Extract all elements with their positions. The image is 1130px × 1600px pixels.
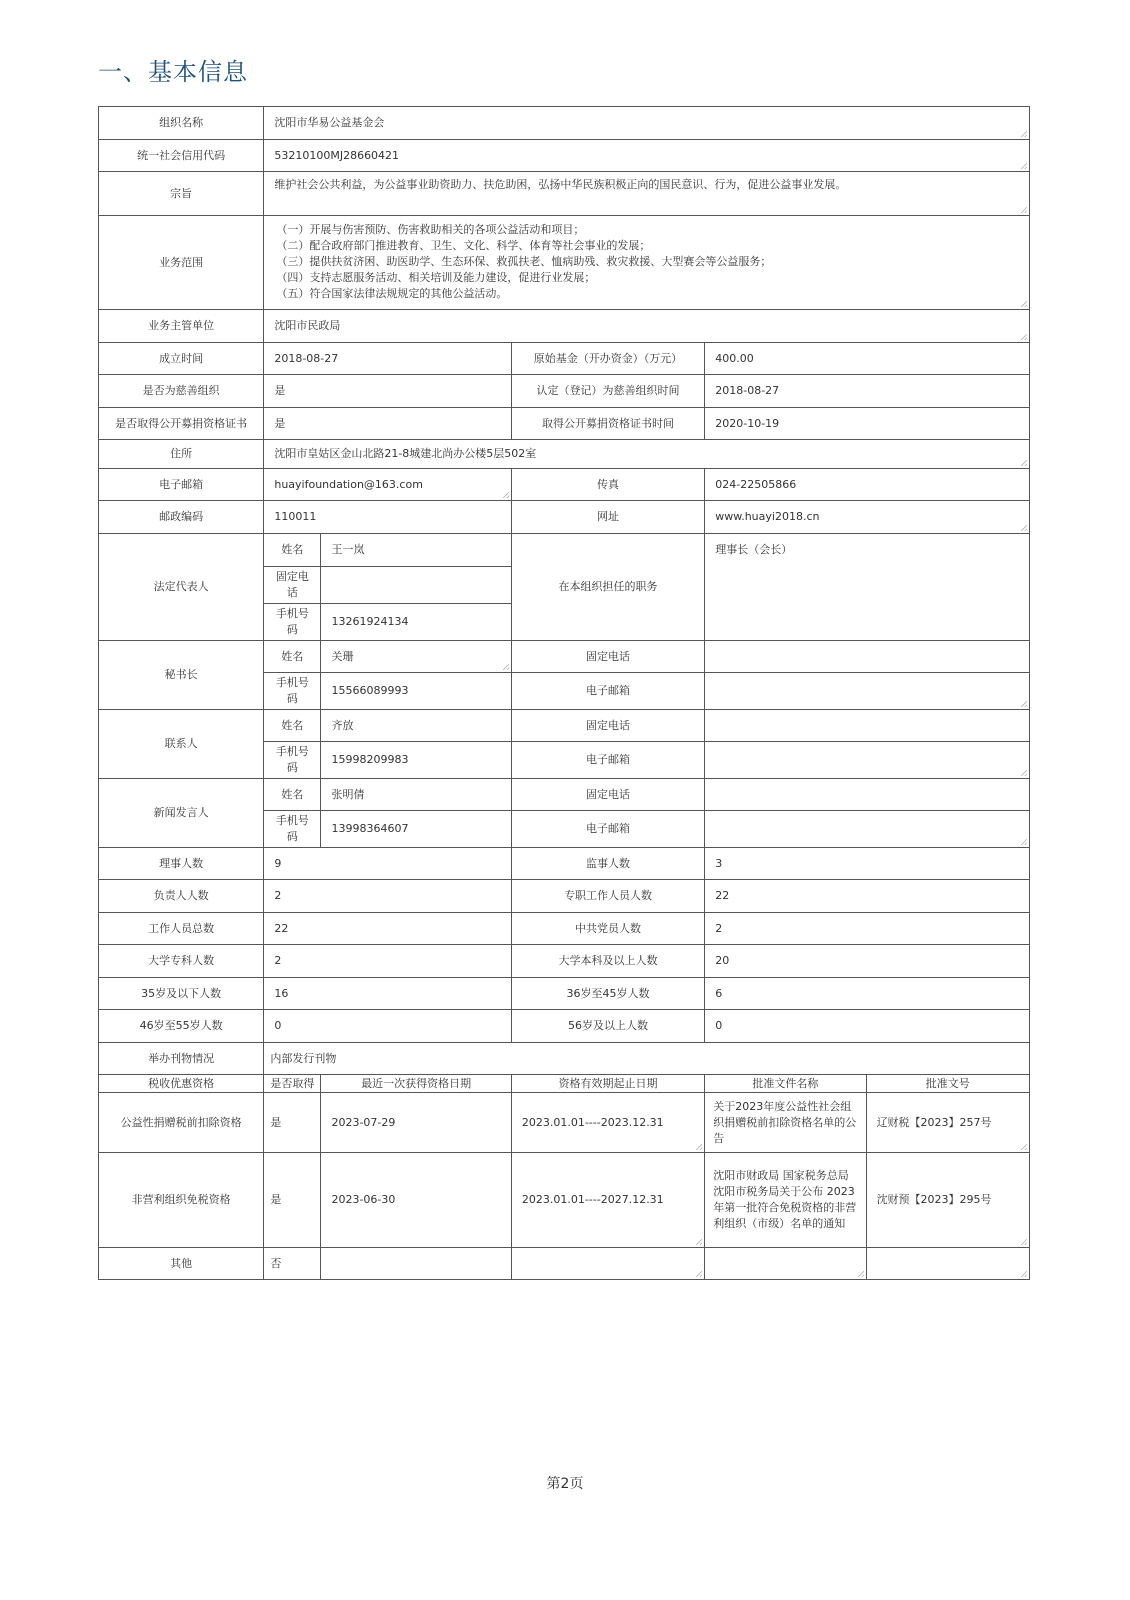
tax-header-cell: 最近一次获得资格日期: [321, 1075, 511, 1093]
stat-value[interactable]: 3: [705, 848, 1030, 880]
tax-header-cell: 是否取得: [264, 1075, 321, 1093]
contact-landline-value[interactable]: [705, 710, 1030, 742]
other-date[interactable]: [321, 1248, 511, 1280]
org-name-label: 组织名称: [99, 107, 264, 140]
email-value[interactable]: huayifoundation@163.com: [264, 469, 512, 501]
stat-label: 监事人数: [511, 848, 704, 880]
legal-rep-label: 法定代表人: [99, 534, 264, 641]
spokesperson-name-value[interactable]: 张明倩: [321, 779, 511, 811]
tax-obtained[interactable]: 是: [264, 1153, 321, 1248]
authority-label: 业务主管单位: [99, 310, 264, 343]
row-credit-code: [99, 140, 1030, 172]
tax-row: [99, 1093, 1030, 1153]
fax-value[interactable]: 024-22505866: [705, 469, 1030, 501]
row-address: [99, 440, 1030, 469]
stat-label: 理事人数: [99, 848, 264, 880]
row-purpose: [99, 172, 1030, 216]
row-secretary-name: [99, 641, 1030, 673]
publication-value[interactable]: 内部发行刊物: [264, 1043, 1030, 1075]
credit-code-value[interactable]: 53210100MJ28660421: [264, 140, 1030, 172]
founded-label: 成立时间: [99, 343, 264, 375]
row-other: [99, 1248, 1030, 1280]
spokesperson-label: 新闻发言人: [99, 779, 264, 848]
stat-value[interactable]: 0: [264, 1010, 512, 1043]
cert-label: 是否取得公开募捐资格证书: [99, 408, 264, 440]
other-doc[interactable]: [705, 1248, 866, 1280]
row-legal-rep-name: [99, 534, 1030, 567]
tax-row: [99, 1153, 1030, 1248]
stat-label: 56岁及以上人数: [511, 1010, 704, 1043]
stat-label: 35岁及以下人数: [99, 978, 264, 1010]
stat-label: 大学本科及以上人数: [511, 945, 704, 978]
spokesperson-mobile-label: 手机号码: [264, 811, 321, 848]
cert-value[interactable]: 是: [264, 408, 512, 440]
secretary-name-value[interactable]: 关珊: [321, 641, 511, 673]
purpose-label: 宗旨: [99, 172, 264, 216]
fax-label: 传真: [511, 469, 704, 501]
founded-value[interactable]: 2018-08-27: [264, 343, 512, 375]
secretary-email-label: 电子邮箱: [511, 673, 704, 710]
other-label: 其他: [99, 1248, 264, 1280]
legal-rep-name-label: 姓名: [264, 534, 321, 567]
website-label: 网址: [511, 501, 704, 534]
other-value[interactable]: 否: [264, 1248, 321, 1280]
tax-type: 非营利组织免税资格: [99, 1153, 264, 1248]
tax-doc[interactable]: 沈阳市财政局 国家税务总局沈阳市税务局关于公布 2023 年第一批符合免税资格的非营利组织（市级）名单的通知: [705, 1153, 866, 1248]
other-period[interactable]: [511, 1248, 704, 1280]
contact-email-value[interactable]: [705, 742, 1030, 779]
charity-value[interactable]: 是: [264, 375, 512, 408]
stat-value[interactable]: 20: [705, 945, 1030, 978]
row-authority: [99, 310, 1030, 343]
address-value[interactable]: 沈阳市皇姑区金山北路21-8城建北尚办公楼5层502室: [264, 440, 1030, 469]
secretary-landline-label: 固定电话: [511, 641, 704, 673]
legal-rep-mobile-label: 手机号码: [264, 604, 321, 641]
spokesperson-landline-label: 固定电话: [511, 779, 704, 811]
spokesperson-landline-value[interactable]: [705, 779, 1030, 811]
contact-label: 联系人: [99, 710, 264, 779]
contact-mobile-value[interactable]: 15998209983: [321, 742, 511, 779]
tax-type: 公益性捐赠税前扣除资格: [99, 1093, 264, 1153]
stats-row: [99, 880, 1030, 913]
cert-date-value[interactable]: 2020-10-19: [705, 408, 1030, 440]
stat-value[interactable]: 6: [705, 978, 1030, 1010]
website-value[interactable]: www.huayi2018.cn: [705, 501, 1030, 534]
row-postcode: [99, 501, 1030, 534]
stats-row: [99, 978, 1030, 1010]
stat-value[interactable]: 2: [264, 945, 512, 978]
spokesperson-mobile-value[interactable]: 13998364607: [321, 811, 511, 848]
legal-rep-position-value[interactable]: 理事长（会长）: [705, 534, 1030, 641]
tax-period[interactable]: 2023.01.01----2023.12.31: [511, 1093, 704, 1153]
row-charity: [99, 375, 1030, 408]
row-publication: [99, 1043, 1030, 1075]
stat-value[interactable]: 9: [264, 848, 512, 880]
stat-label: 专职工作人员人数: [511, 880, 704, 913]
row-spokesperson-name: [99, 779, 1030, 811]
basic-info-table: [98, 106, 1030, 1280]
charity-date-value[interactable]: 2018-08-27: [705, 375, 1030, 408]
postcode-value[interactable]: 110011: [264, 501, 512, 534]
section-title: 一、基本信息: [98, 58, 248, 86]
tax-header-cell: 批准文件名称: [705, 1075, 866, 1093]
page-number: 第2页: [546, 1476, 584, 1492]
contact-name-value[interactable]: 齐放: [321, 710, 511, 742]
row-email: [99, 469, 1030, 501]
contact-email-label: 电子邮箱: [511, 742, 704, 779]
charity-label: 是否为慈善组织: [99, 375, 264, 408]
stats-row: [99, 848, 1030, 880]
legal-rep-mobile-value[interactable]: 13261924134: [321, 604, 511, 641]
spokesperson-email-label: 电子邮箱: [511, 811, 704, 848]
contact-mobile-label: 手机号码: [264, 742, 321, 779]
fund-label: 原始基金（开办资金）（万元）: [511, 343, 704, 375]
tax-number[interactable]: 辽财税【2023】257号: [866, 1093, 1029, 1153]
charity-date-label: 认定（登记）为慈善组织时间: [511, 375, 704, 408]
row-contact-name: [99, 710, 1030, 742]
secretary-mobile-label: 手机号码: [264, 673, 321, 710]
scope-label: 业务范围: [99, 216, 264, 310]
tax-period[interactable]: 2023.01.01----2027.12.31: [511, 1153, 704, 1248]
row-scope: [99, 216, 1030, 310]
spokesperson-name-label: 姓名: [264, 779, 321, 811]
legal-rep-landline-value[interactable]: [321, 567, 511, 604]
publication-label: 举办刊物情况: [99, 1043, 264, 1075]
tax-header-cell: 资格有效期起止日期: [511, 1075, 704, 1093]
row-cert: [99, 408, 1030, 440]
stat-value[interactable]: 0: [705, 1010, 1030, 1043]
cert-date-label: 取得公开募捐资格证书时间: [511, 408, 704, 440]
secretary-name-label: 姓名: [264, 641, 321, 673]
stat-label: 中共党员人数: [511, 913, 704, 945]
stat-label: 46岁至55岁人数: [99, 1010, 264, 1043]
tax-date[interactable]: 2023-06-30: [321, 1153, 511, 1248]
tax-obtained[interactable]: 是: [264, 1093, 321, 1153]
row-org-name: [99, 107, 1030, 140]
secretary-label: 秘书长: [99, 641, 264, 710]
stat-label: 工作人员总数: [99, 913, 264, 945]
legal-rep-position-label: 在本组织担任的职务: [511, 534, 704, 641]
spokesperson-email-value[interactable]: [705, 811, 1030, 848]
contact-name-label: 姓名: [264, 710, 321, 742]
secretary-email-value[interactable]: [705, 673, 1030, 710]
org-name-value[interactable]: 沈阳市华易公益基金会: [264, 107, 1030, 140]
fund-value[interactable]: 400.00: [705, 343, 1030, 375]
purpose-value[interactable]: 维护社会公共利益，为公益事业助资助力、扶危助困，弘扬中华民族积极正向的国民意识、行为，促进公益事业发展。: [264, 172, 1030, 216]
contact-landline-label: 固定电话: [511, 710, 704, 742]
authority-value[interactable]: 沈阳市民政局: [264, 310, 1030, 343]
tax-header-row: [99, 1075, 1030, 1093]
legal-rep-landline-label: 固定电话: [264, 567, 321, 604]
stat-value[interactable]: 16: [264, 978, 512, 1010]
email-label: 电子邮箱: [99, 469, 264, 501]
stats-row: [99, 913, 1030, 945]
stats-row: [99, 1010, 1030, 1043]
credit-code-label: 统一社会信用代码: [99, 140, 264, 172]
secretary-mobile-value[interactable]: 15566089993: [321, 673, 511, 710]
tax-header-cell: 批准文号: [866, 1075, 1029, 1093]
other-number[interactable]: [866, 1248, 1029, 1280]
stat-label: 36岁至45岁人数: [511, 978, 704, 1010]
secretary-landline-value[interactable]: [705, 641, 1030, 673]
tax-date[interactable]: 2023-07-29: [321, 1093, 511, 1153]
stats-row: [99, 945, 1030, 978]
tax-header-cell: 税收优惠资格: [99, 1075, 264, 1093]
row-founded: [99, 343, 1030, 375]
legal-rep-name-value[interactable]: 王一岚: [321, 534, 511, 567]
stat-value[interactable]: 2: [705, 913, 1030, 945]
stat-label: 大学专科人数: [99, 945, 264, 978]
address-label: 住所: [99, 440, 264, 469]
stat-value[interactable]: 22: [705, 880, 1030, 913]
postcode-label: 邮政编码: [99, 501, 264, 534]
tax-number[interactable]: 沈财预【2023】295号: [866, 1153, 1029, 1248]
scope-value[interactable]: （一）开展与伤害预防、伤害救助相关的各项公益活动和项目； （二）配合政府部门推进教育、卫生、文化、科学、体育等社会事业的发展； （三）提供扶贫济困、助医助学、生态环保、救孤扶老、恤病助残、救灾救援、大型赛会等公益服务； （四）支持志愿服务活动、相关培训及能力建设，促进行业发展； （五）符合国家法律法规规定的其他公益活动。: [264, 216, 1030, 310]
tax-doc[interactable]: 关于2023年度公益性社会组织捐赠税前扣除资格名单的公告: [705, 1093, 866, 1153]
stat-value[interactable]: 2: [264, 880, 512, 913]
stat-label: 负责人人数: [99, 880, 264, 913]
stat-value[interactable]: 22: [264, 913, 512, 945]
